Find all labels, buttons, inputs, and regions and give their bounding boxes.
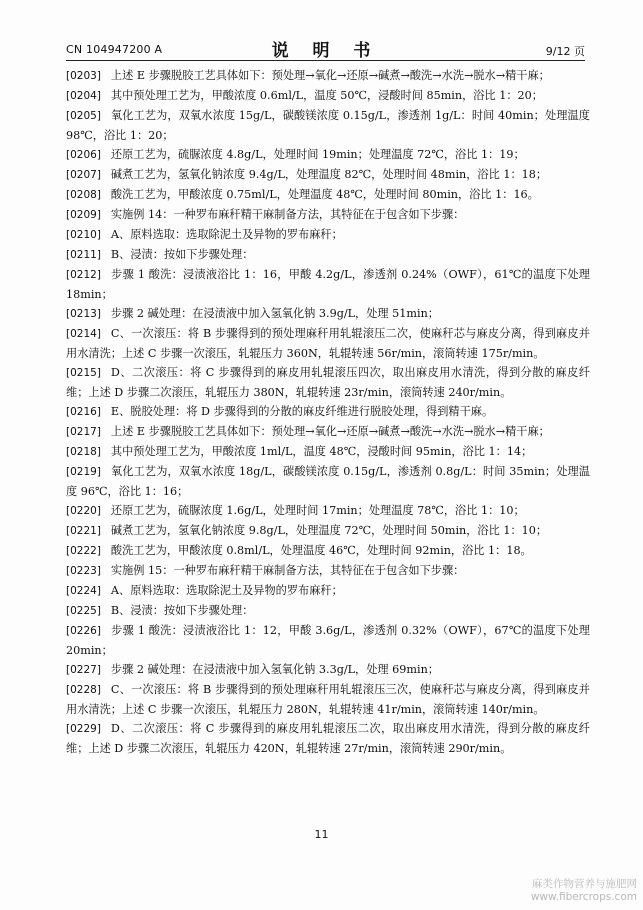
paragraph-text: 步骤 1 酸洗：浸渍液浴比 1：12，甲酸 3.6g/L，渗透剂 0.32%（OWF），67℃的温度下处理 20min；	[66, 624, 590, 657]
paragraph	[66, 541, 590, 561]
paragraph-text: 碱煮工艺为，氢氧化钠浓度 9.4g/L，处理温度 82℃，处理时间 48min，浴比 1：18；	[110, 168, 548, 181]
paragraph	[66, 145, 590, 165]
paragraph-number: [0219]	[66, 466, 101, 478]
paragraph-text: C、一次滚压：将 B 步骤得到的预处理麻秆用轧辊滚压三次，使麻秆芯与麻皮分离，得到麻皮并用水清洗；上述 C 步骤一次滚压，轧辊压力 280N，轧辊转速 41r/min，滚筒转速 140r/min。	[66, 683, 590, 716]
page-number: 11	[314, 828, 329, 841]
document-title: 说 明 书	[271, 41, 380, 61]
paragraph-number: [0206]	[66, 149, 101, 161]
paragraph	[66, 165, 590, 185]
paragraph-text: 还原工艺为，硫脲浓度 1.6g/L，处理时间 17min；处理温度 78℃，浴比 1：10；	[110, 504, 525, 517]
paragraph-number: [0221]	[66, 525, 101, 537]
paragraph-number: [0212]	[66, 269, 101, 281]
paragraph-number: [0223]	[66, 565, 101, 577]
paragraph-number: [0208]	[66, 189, 101, 201]
paragraph-number: [0207]	[66, 169, 101, 181]
paragraph	[66, 719, 590, 758]
paragraph	[66, 66, 590, 86]
paragraph-text: 步骤 2 碱处理：在浸渍液中加入氢氧化钠 3.3g/L，处理 69min；	[110, 663, 439, 676]
document-body	[66, 66, 590, 758]
paragraph	[66, 304, 590, 324]
paragraph	[66, 442, 590, 462]
paragraph	[66, 621, 590, 660]
paragraph-text: 氧化工艺为，双氧水浓度 15g/L，碳酸镁浓度 0.15g/L，渗透剂 1g/L：时间 40min；处理温度 98℃，浴比 1：20；	[66, 109, 590, 142]
paragraph-number: [0218]	[66, 446, 101, 458]
paragraph	[66, 422, 590, 442]
paragraph-number: [0220]	[66, 505, 101, 517]
paragraph	[66, 501, 590, 521]
paragraph	[66, 225, 590, 245]
paragraph	[66, 245, 590, 265]
paragraph	[66, 86, 590, 106]
paragraph	[66, 561, 590, 581]
paragraph-text: 上述 E 步骤脱胶工艺具体如下：预处理→氧化→还原→碱煮→酸洗→水洗→脱水→精干麻；	[110, 69, 550, 82]
paragraph-number: [0222]	[66, 545, 101, 557]
paragraph-text: B、浸渍：按如下步骤处理：	[110, 604, 254, 617]
paragraph-text: C、一次滚压：将 B 步骤得到的预处理麻秆用轧辊滚压二次，使麻秆芯与麻皮分离，得到麻皮并用水清洗；上述 C 步骤一次滚压，轧辊压力 360N，轧辊转速 56r/min，滚筒转速 175r/min。	[66, 327, 590, 360]
paragraph	[66, 265, 590, 304]
paragraph-number: [0224]	[66, 585, 101, 597]
paragraph-text: 酸洗工艺为，甲酸浓度 0.8ml/L，处理温度 46℃，处理时间 92min，浴比 1：18。	[110, 544, 532, 557]
watermark-line-1: 麻类作物营养与施肥网	[532, 878, 637, 890]
paragraph-text: 酸洗工艺为，甲酸浓度 0.75ml/L，处理温度 48℃，处理时间 80min，浴比 1：16。	[110, 188, 539, 201]
paragraph-text: 步骤 1 酸洗：浸渍液浴比 1：16，甲酸 4.2g/L，渗透剂 0.24%（OWF），61℃的温度下处理 18min；	[66, 268, 590, 301]
paragraph-text: A、原料选取：选取除泥土及异物的罗布麻秆；	[110, 584, 343, 597]
paragraph	[66, 106, 590, 145]
paragraph-number: [0209]	[66, 209, 101, 221]
paragraph-text: B、浸渍：按如下步骤处理：	[110, 248, 254, 261]
paragraph-text: D、二次滚压：将 C 步骤得到的麻皮用轧辊滚压二次，取出麻皮用水清洗，得到分散的麻皮纤维；上述 D 步骤二次滚压，轧辊压力 420N，轧辊转速 27r/min，滚筒转速 290r/min。	[66, 722, 590, 755]
paragraph-number: [0210]	[66, 229, 101, 241]
site-watermark	[531, 878, 637, 904]
paragraph-number: [0228]	[66, 684, 101, 696]
paragraph-text: A、原料选取：选取除泥土及异物的罗布麻秆；	[110, 228, 343, 241]
paragraph-text: 碱煮工艺为，氢氧化钠浓度 9.8g/L，处理温度 72℃，处理时间 50min，浴比 1：10；	[110, 524, 548, 537]
paragraph-number: [0225]	[66, 605, 101, 617]
paragraph	[66, 660, 590, 680]
paragraph-number: [0226]	[66, 625, 101, 637]
watermark-line-2: www.fibercrops.com	[530, 891, 637, 903]
paragraph-number: [0215]	[66, 367, 101, 379]
paragraph	[66, 185, 590, 205]
paragraph-number: [0229]	[66, 723, 101, 735]
paragraph	[66, 581, 590, 601]
paragraph	[66, 363, 590, 402]
paragraph-text: 实施例 15：一种罗布麻秆精干麻制备方法，其特征在于包含如下步骤：	[110, 564, 465, 577]
paragraph	[66, 680, 590, 719]
paragraph-text: 氧化工艺为，双氧水浓度 18g/L，碳酸镁浓度 0.15g/L，渗透剂 0.8g/L：时间 35min；处理温度 96℃，浴比 1：16；	[66, 465, 590, 498]
paragraph-number: [0203]	[66, 70, 101, 82]
paragraph-text: 其中预处理工艺为，甲酸浓度 0.6ml/L，温度 50℃，浸酸时间 85min，浴比 1：20；	[110, 89, 543, 102]
paragraph	[66, 521, 590, 541]
paragraph-number: [0205]	[66, 110, 101, 122]
paragraph-number: [0227]	[66, 664, 101, 676]
paragraph-number: [0213]	[66, 308, 101, 320]
paragraph	[66, 462, 590, 501]
paragraph-text: 上述 E 步骤脱胶工艺具体如下：预处理→氧化→还原→碱煮→酸洗→水洗→脱水→精干麻；	[110, 425, 550, 438]
paragraph-number: [0214]	[66, 328, 101, 340]
paragraph-number: [0211]	[66, 249, 101, 261]
paragraph-number: [0217]	[66, 426, 101, 438]
page-indicator: 9/12 页	[545, 45, 585, 58]
page-header	[66, 34, 585, 61]
paragraph-number: [0204]	[66, 90, 101, 102]
paragraph	[66, 601, 590, 621]
paragraph-text: D、二次滚压：将 C 步骤得到的麻皮用轧辊滚压四次，取出麻皮用水清洗，得到分散的麻皮纤维；上述 D 步骤二次滚压，轧辊压力 380N，轧辊转速 23r/min，滚筒转速 240r/min。	[66, 366, 590, 399]
paragraph-text: 其中预处理工艺为，甲酸浓度 1ml/L，温度 48℃，浸酸时间 95min，浴比 1：14；	[110, 445, 533, 458]
paragraph-number: [0216]	[66, 406, 101, 418]
paragraph-text: 还原工艺为，硫脲浓度 4.8g/L，处理时间 19min；处理温度 72℃，浴比 1：19；	[110, 148, 525, 161]
paragraph-text: 步骤 2 碱处理：在浸渍液中加入氢氧化钠 3.9g/L，处理 51min；	[110, 307, 439, 320]
paragraph	[66, 205, 590, 225]
patent-number: CN 104947200 A	[66, 43, 163, 56]
paragraph	[66, 402, 590, 422]
paragraph-text: E、脱胶处理：将 D 步骤得到的分散的麻皮纤维进行脱胶处理，得到精干麻。	[110, 405, 494, 418]
paragraph-text: 实施例 14：一种罗布麻秆精干麻制备方法，其特征在于包含如下步骤：	[110, 208, 465, 221]
paragraph	[66, 324, 590, 363]
